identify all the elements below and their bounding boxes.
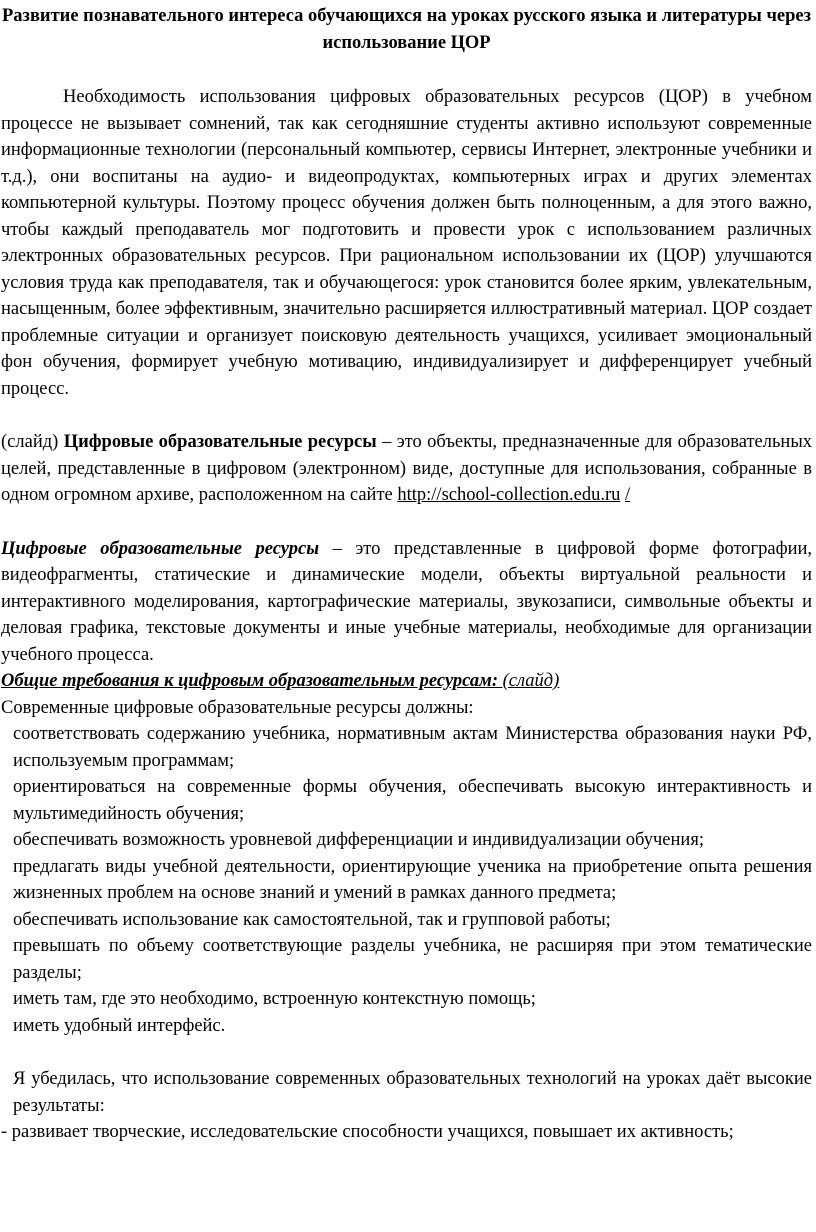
requirements-item: предлагать виды учебной деятельности, ориентирующие ученика на приобретение опыта решения жизненных проблем на основе знаний и умений в рамках данного предмета;: [13, 856, 812, 903]
requirements-item: иметь там, где это необходимо, встроенную контекстную помощь;: [13, 989, 536, 1009]
definition-paragraph-2: [1, 536, 812, 669]
requirements-item: обеспечивать возможность уровневой дифференциации и индивидуализации обучения;: [13, 830, 704, 850]
requirements-item: ориентироваться на современные формы обучения, обеспечивать высокую интерактивность и мультимедийность обучения;: [13, 777, 812, 824]
requirements-heading-note: (слайд): [497, 671, 560, 691]
definition-text: – это объекты, предназначенные для образовательных целей, представленные в цифровом (электронном) виде, доступные для использования, собранные в одном огромном архиве, расположенном на сайте: [1, 432, 813, 505]
requirements-item: обеспечивать использование как самостоятельной, так и групповой работы;: [13, 909, 611, 930]
definition-term-bold: Цифровые образовательные ресурсы: [63, 432, 377, 452]
intro-paragraph: Необходимость использования цифровых образовательных ресурсов (ЦОР) в учебном процессе не вызывает сомнений, так как сегодняшние студенты активно используют современные информационные технологии (персональный компьютер, сервисы Интернет, электронные учебники и т.д.), они воспитаны на аудио- и видеопродуктах, компьютерных играх и других элементах компьютерной культуры. Поэтому процесс обучения должен быть полноценным, а для этого важно, чтобы каждый преподаватель мог подготовить и провести урок с использованием различных электронных образовательных ресурсов. При рациональном использовании их (ЦОР) улучшаются условия труда как преподавателя, так и обучающегося: урок становится более ярким, увлекательным, насыщенным, более эффективным, значительно расширяется иллюстративный материал. ЦОР создает проблемные ситуации и организует поисковую деятельность учащихся, усиливает эмоциональный фон обучения, формирует учебную мотивацию, индивидуализирует и дифференцирует учебный процесс.: [1, 87, 812, 399]
requirements-item: превышать по объему соответствующие разделы учебника, не расширяя при этом тематические разделы;: [13, 936, 812, 983]
requirements-heading-text: Общие требования к цифровым образовательным ресурсам:: [1, 671, 498, 691]
requirements-item: иметь удобный интерфейс.: [13, 1015, 226, 1036]
requirements-list: [1, 721, 812, 1039]
school-collection-link[interactable]: http://school-collection.edu.ru: [397, 485, 621, 505]
slide-note: (слайд): [1, 432, 64, 452]
conclusion-paragraph: Я убедилась, что использование современных образовательных технологий на уроках даёт высокие результаты:: [13, 1069, 812, 1116]
document-title: Развитие познавательного интереса обучающихся на уроках русского языка и литературы через использование ЦОР: [1, 6, 812, 53]
result-item: - развивает творческие, исследовательские способности учащихся, повышает их активность;: [1, 1122, 734, 1142]
definition-term-bold-italic: Цифровые образовательные ресурсы: [1, 538, 320, 559]
requirements-heading: [1, 668, 812, 695]
spacer: [1, 1039, 812, 1066]
spacer: [1, 402, 812, 429]
spacer: [1, 509, 812, 536]
requirements-lead: Современные цифровые образовательные ресурсы должны:: [1, 697, 474, 718]
school-collection-link-slash[interactable]: /: [624, 485, 631, 505]
requirements-item: соответствовать содержанию учебника, нормативным актам Министерства образования науки РФ, используемым программам;: [13, 724, 812, 771]
definition-text: – это представленные в цифровой форме фотографии, видеофрагменты, статические и динамические модели, объекты виртуальной реальности и интерактивного моделирования, картографические материалы, звукозаписи, символьные объекты и деловая графика, текстовые документы и иные учебные материалы, необходимые для организации учебного процесса.: [1, 538, 813, 665]
definition-paragraph-1: [1, 429, 812, 509]
